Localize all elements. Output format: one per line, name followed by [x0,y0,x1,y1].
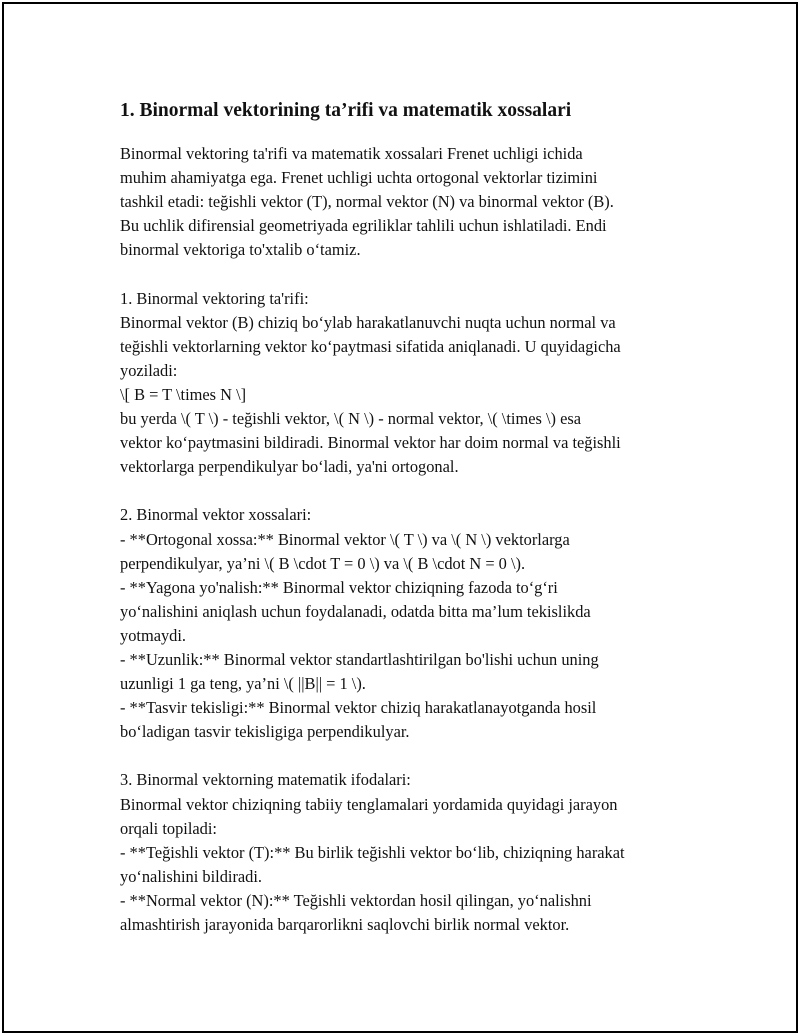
text-line: orqali topiladi: [120,818,217,838]
text-line: vektorlarga perpendikulyar bo‘ladi, ya'ni ortogonal. [120,457,459,477]
section-properties [120,503,700,744]
formula-line: \[ B = T \times N \] [120,384,247,404]
section-definition [120,287,700,480]
list-item-line: yotmaydi. [120,625,187,645]
list-item-line: - **Normal vektor (N):** Teğishli vektordan hosil qilingan, yo‘nalishni [120,890,592,910]
list-item-line: - **Ortogonal xossa:** Binormal vektor \( T \) va \( N \) vektorlarga [120,529,570,549]
text-line: Binormal vektor (B) chiziq bo‘ylab harakatlanuvchi nuqta uchun normal va [120,312,616,332]
list-item-line: yo‘nalishini aniqlash uchun foydalanadi, odatda bitta ma’lum tekislikda [120,601,591,621]
text-line: vektor ko‘paytmasini bildiradi. Binormal vektor har doim normal va teğishli [120,433,621,453]
section-heading: 2. Binormal vektor xossalari: [120,505,312,525]
paragraph-spacer [120,262,700,286]
text-line: bu yerda \( T \) - teğishli vektor, \( N \) - normal vektor, \( \times \) esa [120,409,582,429]
text-line: muhim ahamiyatga ega. Frenet uchligi uchta ortogonal vektorlar tizimini [120,168,598,188]
list-item-line: yo‘nalishini bildiradi. [120,866,263,886]
section-heading: 3. Binormal vektorning matematik ifodalari: [120,770,411,790]
list-item-line: almashtirish jarayonida barqarorlikni saqlovchi birlik normal vektor. [120,915,570,934]
list-item-line: perpendikulyar, ya’ni \( B \cdot T = 0 \) va \( B \cdot N = 0 \). [120,553,526,573]
text-line: yoziladi: [120,360,178,380]
section-expressions [120,768,700,937]
list-item-line: bo‘ladigan tasvir tekisligiga perpendikulyar. [120,722,410,742]
intro-paragraph [120,142,700,262]
text-line: Binormal vektor chiziqning tabiiy tenglamalari yordamida quyidagi jarayon [120,794,618,814]
document-title: 1. Binormal vektorining ta’rifi va matematik xossalari [120,100,572,121]
list-item-line: uzunligi 1 ga teng, ya’ni \( ||B|| = 1 \). [120,674,366,694]
list-item-line: - **Yagona yo'nalish:** Binormal vektor chiziqning fazoda to‘g‘ri [120,577,558,597]
text-line: binormal vektoriga to'xtalib o‘tamiz. [120,240,361,260]
text-line: teğishli vektorlarning vektor ko‘paytmasi sifatida aniqlanadi. U quyidagicha [120,336,621,356]
paragraph-spacer [120,744,700,768]
text-line: tashkil etadi: teğishli vektor (T), normal vektor (N) va binormal vektor (B). [120,192,614,212]
list-item-line: - **Uzunlik:** Binormal vektor standartlashtirilgan bo'lishi uchun uning [120,649,599,669]
document-body [120,98,700,937]
page-frame [2,2,798,1033]
paragraph-spacer [120,479,700,503]
list-item-line: - **Teğishli vektor (T):** Bu birlik teğishli vektor bo‘lib, chiziqning harakat [120,842,625,862]
section-heading: 1. Binormal vektoring ta'rifi: [120,288,309,308]
text-line: Bu uchlik difirensial geometriyada egriliklar tahlili uchun ishlatiladi. Endi [120,216,607,236]
list-item-line: - **Tasvir tekisligi:** Binormal vektor chiziq harakatlanayotganda hosil [120,698,597,718]
text-line: Binormal vektoring ta'rifi va matematik xossalari Frenet uchligi ichida [120,144,583,163]
